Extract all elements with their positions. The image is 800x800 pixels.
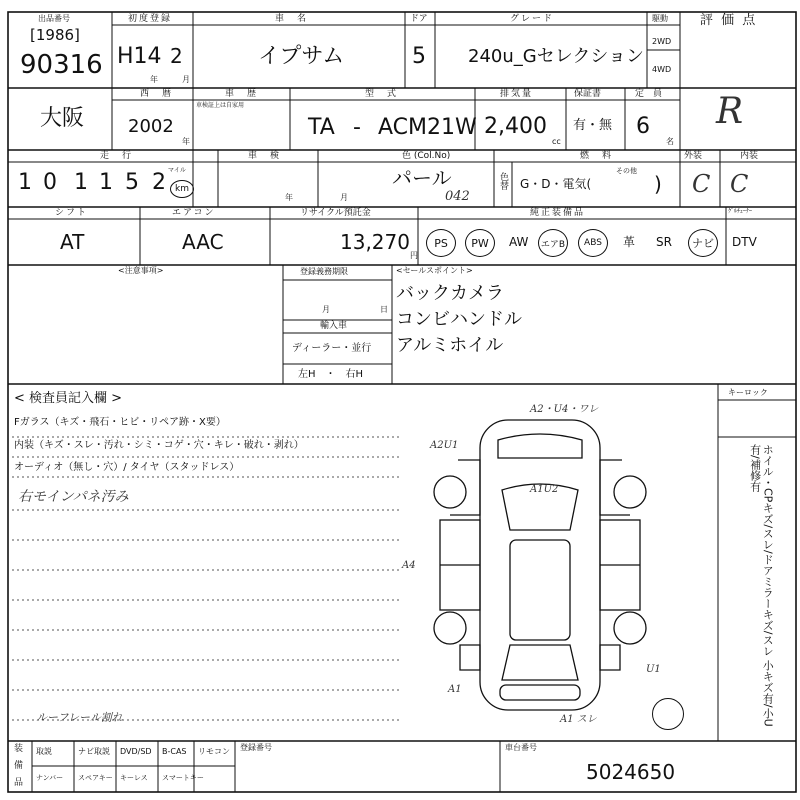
wheel-front-right [614, 476, 646, 508]
registration-number-label: 登録番号 [240, 743, 272, 752]
mileage-digit: 0 [43, 170, 57, 195]
diagram-mark-left-side: A4 [402, 560, 416, 571]
inspection-label: 車 検 [248, 151, 282, 161]
color-label: 色 (Col.No) [402, 151, 451, 161]
registration-label: 登録義務期限 [300, 267, 348, 276]
registration-month: 月 [322, 305, 330, 314]
footer-item: DVD/SD [120, 747, 152, 756]
month-unit: 月 [182, 75, 190, 84]
model-code: ACM21W [378, 115, 477, 140]
recycle-label: リサイクル預託金 [300, 208, 371, 218]
equipment-item: 革 [623, 235, 636, 249]
mileage-digit: 1 [74, 170, 88, 195]
equipment-item: ナビ [688, 229, 718, 257]
mileage-digit: 1 [18, 170, 32, 195]
mileage-digit: 1 [99, 170, 113, 195]
aircon-value: AAC [182, 230, 224, 254]
capacity-unit: 名 [666, 137, 674, 146]
diagram-mark-rear-left: A1 [448, 684, 462, 695]
wheel-front-left [434, 476, 466, 508]
displacement-unit: cc [552, 137, 561, 146]
sales-point-2: コンビハンドル [396, 309, 522, 330]
equipment-item: エアB [538, 229, 568, 257]
doors-value: 5 [412, 44, 426, 69]
year-unit: 年 [150, 75, 158, 84]
interior-grade: C [730, 170, 749, 198]
model-code-dash: - [353, 115, 361, 140]
model-year-label: 西 暦 [140, 89, 174, 99]
equipment-item: PS [426, 229, 456, 257]
equipment-item: DTV [732, 235, 757, 249]
tuner-label: ｸﾞﾙﾁｭｰﾅｰ [728, 208, 753, 215]
recycle-unit: 円 [410, 251, 418, 260]
fuel-other: その他 [616, 167, 637, 175]
capacity: 6 [636, 114, 650, 139]
footer-item: ナビ取説 [78, 747, 110, 756]
equipment-label: 純正装備品 [530, 208, 586, 218]
displacement: 2,400 [484, 114, 547, 139]
lot-prefix: [1986] [30, 26, 80, 44]
diagram-mark-windshield: A1U2 [530, 484, 559, 495]
car-body-outline [480, 420, 600, 710]
displacement-label: 排気量 [500, 89, 534, 99]
car-rear-window [502, 645, 578, 680]
color-value: パール [392, 166, 452, 190]
sales-points-label: <セールスポイント> [396, 266, 473, 275]
import-label: 輸入車 [320, 321, 348, 331]
car-name-label: 車 名 [275, 14, 309, 24]
footer-item: スペアキー [78, 774, 113, 782]
color-code: 042 [445, 189, 470, 204]
sales-point-1: バックカメラ [396, 283, 504, 304]
history-label: 車 歴 [225, 89, 259, 99]
model-year: 2002 [128, 116, 174, 137]
car-name: イプサム [258, 44, 345, 69]
door-label: ドア [410, 14, 428, 24]
interior-label: 内装 [740, 151, 759, 161]
grade-value: 240u_Gセレクション [468, 46, 644, 67]
wheel-rear-left [434, 612, 466, 644]
chassis-number-label: 車台番号 [505, 743, 537, 752]
car-diagram [402, 400, 661, 730]
footer-item: B-CAS [162, 747, 187, 756]
handwritten-note-1: 右モインパネ汚み [18, 489, 129, 505]
warranty-label: 保証書 [574, 89, 602, 99]
shift-label: シフト [55, 208, 89, 218]
model-code-label: 型 式 [365, 89, 399, 99]
exterior-label: 外装 [684, 151, 703, 161]
diagram-mark-rear: A1 スレ [560, 714, 597, 725]
left-rear-quarter [460, 645, 480, 670]
glass-note: Fガラス（キズ・飛石・ヒビ・リペア跡・X要） [14, 417, 226, 428]
car-roof [510, 540, 570, 640]
chassis-number: 5024650 [586, 760, 676, 784]
footer-label-3: 品 [14, 778, 24, 788]
lot-number: 90316 [20, 50, 103, 80]
diagram-mark-front-left: A2U1 [430, 440, 459, 451]
caution-label: <注意事項> [118, 266, 164, 275]
car-front-hood [498, 434, 582, 458]
grade-label: グレード [510, 14, 555, 24]
color-change-label: 色替 [498, 172, 508, 190]
mileage-digit: 2 [152, 170, 166, 195]
first-reg-month: 2 [170, 44, 183, 68]
footer-item: キーレス [120, 774, 148, 782]
footer-item: 取説 [36, 747, 52, 756]
footer-item: ナンバー [36, 774, 64, 782]
key-lock-label: キーロック [728, 388, 768, 397]
inspection-month-unit: 月 [340, 193, 348, 202]
equipment-item: PW [465, 229, 495, 257]
footer-item: スマートキー [162, 774, 204, 782]
mileage-digit: 5 [125, 170, 139, 195]
equipment-item: ABS [578, 229, 608, 257]
right-rear-quarter [600, 645, 620, 670]
drive-label: 駆動 [652, 14, 668, 23]
recycle-value: 13,270 [340, 230, 410, 254]
drive-2wd: 2WD [652, 37, 672, 46]
exterior-grade: C [692, 170, 711, 198]
score-label: 評 価 点 [700, 13, 758, 28]
fuel-value: G・D・電気( [520, 177, 592, 191]
warranty-value: 有・無 [573, 118, 613, 133]
diagram-mark-rear-right: U1 [646, 664, 661, 675]
drive-4wd: 4WD [652, 65, 672, 74]
car-rear-bumper [500, 685, 580, 700]
footer-item: リモコン [198, 747, 230, 756]
fuel-label: 燃 料 [580, 151, 614, 161]
model-code-prefix: TA [308, 115, 335, 140]
interior-note: 内装（キズ・スレ・汚れ・シミ・コゲ・穴・キレ・破れ・剥れ） [14, 440, 304, 451]
shift-value: AT [60, 230, 85, 254]
dealer-parallel: ディーラー・並行 [292, 343, 372, 354]
mileage-unit-km: km [170, 180, 194, 198]
inspection-year-unit: 年 [285, 193, 293, 202]
location: 大阪 [40, 106, 85, 131]
mileage-label: 走 行 [100, 151, 134, 161]
equipment-item: AW [509, 235, 529, 249]
inspector-title: < 検査員記入欄 > [14, 391, 123, 406]
history-sub: 車検証上は自家用 [196, 102, 245, 109]
wheel-rear-right [614, 612, 646, 644]
aircon-label: エアコン [172, 208, 216, 218]
fuel-close: ) [654, 172, 662, 196]
registration-day: 日 [380, 305, 388, 314]
capacity-label: 定 員 [635, 89, 663, 99]
model-year-unit: 年 [182, 137, 190, 146]
sales-point-3: アルミホイル [396, 335, 504, 356]
handwritten-note-2: ルーフレール割れ [36, 711, 123, 724]
first-reg-label: 初度登録 [128, 14, 173, 24]
first-reg-year: H14 [117, 44, 162, 69]
diagram-mark-front: A2・U4・ワレ [530, 404, 599, 415]
equipment-item: SR [656, 235, 672, 249]
footer-label-2: 備 [14, 761, 24, 771]
steering-side: 左H ・ 右H [298, 369, 364, 380]
wheel-note-vertical: ホイル・CPキズ/スレ/ドアミラーキズ/スレ 小キズ有/小U有/補修有 [748, 444, 775, 727]
footer-label-1: 装 [14, 744, 24, 754]
audio-tire-note: オーディオ（無し・穴）/ タイヤ（スタッドレス） [14, 462, 240, 473]
score-value: R [716, 91, 744, 132]
mileage-unit-mile: マイル [168, 167, 186, 174]
lot-label: 出品番号 [38, 14, 70, 23]
